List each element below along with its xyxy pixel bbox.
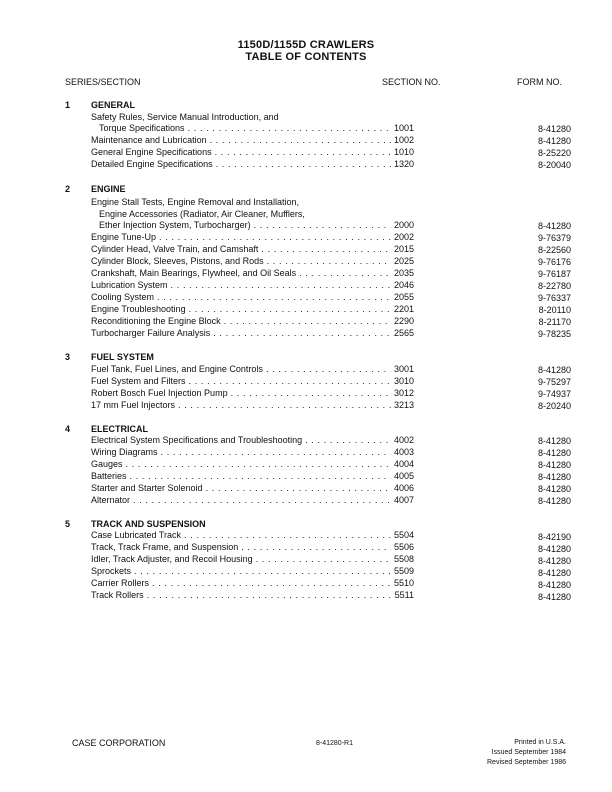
toc-entry[interactable] [91,542,414,554]
toc-entry[interactable] [91,376,414,388]
toc-entry[interactable] [91,232,414,244]
toc-entry[interactable] [91,364,414,376]
toc-section-number: 1010 [393,147,414,157]
toc-entry[interactable] [91,159,414,171]
toc-form-number: 8-41280 [537,124,571,134]
toc-form-number: 8-41280 [537,580,571,590]
toc-form-number: 8-41280 [537,592,571,602]
toc-section-number: 5508 [393,554,414,564]
toc-section-number: 3010 [393,376,414,386]
toc-form-number: 9-74937 [537,389,571,399]
toc-form-number: 9-76379 [537,233,571,243]
toc-entry[interactable] [91,590,414,602]
toc-entry-label: 17 mm Fuel Injectors [91,400,176,410]
toc-section-number: 2055 [393,292,414,302]
toc-form-number: 8-20040 [537,160,571,170]
toc-form-number: 8-41280 [537,448,571,458]
toc-section-number: 4003 [393,447,414,457]
toc-section-number: 2025 [393,256,414,266]
toc-entry[interactable] [91,495,414,507]
toc-section-number: 4002 [393,435,414,445]
toc-entry-label: Batteries [91,471,127,481]
toc-entry-label: Detailed Engine Specifications [91,159,213,169]
toc-form-number: 8-20110 [538,305,571,315]
toc-section-number: 2015 [393,244,414,254]
toc-entry-label: Track Rollers [91,590,144,600]
toc-entry[interactable] [91,292,414,304]
toc-section-number: 2201 [393,304,414,314]
toc-section-number: 1320 [393,159,414,169]
toc-entry-label: Reconditioning the Engine Block [91,316,221,326]
toc-entry-label: Gauges [91,459,123,469]
toc-text-line: Engine Accessories (Radiator, Air Cleaner, Mufflers, [99,209,305,219]
section-title: ENGINE [91,184,126,194]
toc-section-number: 2035 [393,268,414,278]
toc-entry-label: Crankshaft, Main Bearings, Flywheel, and Oil Seals [91,268,297,278]
toc-entry-label: Idler, Track Adjuster, and Recoil Housing [91,554,253,564]
toc-section-number: 2002 [393,232,414,242]
toc-entry[interactable] [91,471,414,483]
toc-form-number: 9-76176 [537,257,571,267]
toc-form-number: 8-41280 [537,136,571,146]
toc-entry[interactable] [91,400,414,412]
toc-section-number: 3213 [393,400,414,410]
toc-entry[interactable] [91,147,414,159]
toc-text-line: Safety Rules, Service Manual Introduction, and [91,112,279,122]
section-number: 2 [65,184,71,194]
toc-section-number: 5504 [393,530,414,540]
toc-entry[interactable] [91,554,414,566]
toc-entry-label: Starter and Starter Solenoid [91,483,203,493]
toc-form-number: 8-25220 [537,148,571,158]
toc-text-line: Engine Stall Tests, Engine Removal and Installation, [91,197,299,207]
toc-section-number: 4007 [393,495,414,505]
toc-section-number: 2046 [393,280,414,290]
toc-entry[interactable] [91,530,414,542]
toc-form-number: 8-41280 [537,436,571,446]
toc-form-number: 8-41280 [537,221,571,231]
toc-form-number: 8-21170 [538,317,571,327]
toc-entry-label: Sprockets [91,566,132,576]
section-no-header: SECTION NO. [382,77,441,87]
section-title: FUEL SYSTEM [91,352,154,362]
toc-entry[interactable] [91,459,414,471]
toc-entry-label: Track, Track Frame, and Suspension [91,542,239,552]
toc-section-number: 1002 [393,135,414,145]
toc-section-number: 3012 [393,388,414,398]
toc-section-number: 5511 [394,590,414,600]
toc-form-number: 8-41280 [537,460,571,470]
section-title: ELECTRICAL [91,424,148,434]
toc-entry[interactable] [91,280,414,292]
toc-entry-label: Carrier Rollers [91,578,150,588]
toc-section-number: 3001 [393,364,414,374]
toc-entry-label: Case Lubricated Track [91,530,182,540]
toc-entry-label: Lubrication System [91,280,168,290]
toc-entry[interactable] [91,268,414,280]
toc-form-number: 8-41280 [537,544,571,554]
toc-entry-label: General Engine Specifications [91,147,212,157]
toc-entry[interactable] [91,435,414,447]
toc-entry[interactable] [91,316,414,328]
toc-section-number: 4006 [393,483,414,493]
toc-form-number: 9-76187 [537,269,571,279]
revised-date: Revised September 1986 [487,759,566,766]
toc-entry[interactable] [91,566,414,578]
toc-form-number: 9-78235 [537,329,571,339]
toc-entry-label: Electrical System Specifications and Troubleshooting [91,435,303,445]
toc-form-number: 8-22560 [537,245,571,255]
company-name: CASE CORPORATION [72,738,166,748]
form-code: 8-41280-R1 [316,740,353,747]
printed-location: Printed in U.S.A. [514,739,566,746]
toc-entry-label: Ether Injection System, Turbocharger) [99,220,251,230]
section-number: 4 [65,424,71,434]
toc-entry-label: Robert Bosch Fuel Injection Pump [91,388,228,398]
document-subtitle: TABLE OF CONTENTS [245,51,367,63]
toc-entry-label: Alternator [91,495,131,505]
document-title: 1150D/1155D CRAWLERS [237,39,375,51]
toc-entry-label: Fuel Tank, Fuel Lines, and Engine Controls [91,364,263,374]
toc-section-number: 5509 [393,566,414,576]
toc-entry[interactable] [91,244,414,256]
section-number: 1 [65,100,71,110]
toc-form-number: 8-41280 [537,568,571,578]
toc-form-number: 9-75297 [537,377,571,387]
toc-entry[interactable] [99,220,414,232]
toc-form-number: 8-42190 [537,532,571,542]
toc-entry-label: Engine Tune-Up [91,232,157,242]
toc-form-number: 9-76337 [537,293,571,303]
toc-entry[interactable] [91,388,414,400]
issued-date: Issued September 1984 [491,749,566,756]
toc-form-number: 8-20240 [537,401,571,411]
toc-section-number: 5510 [393,578,414,588]
toc-entry-label: Cylinder Block, Sleeves, Pistons, and Rods [91,256,264,266]
toc-entry-label: Fuel System and Filters [91,376,186,386]
form-no-header: FORM NO. [517,77,562,87]
toc-entry-label: Wiring Diagrams [91,447,158,457]
toc-entry-label: Turbocharger Failure Analysis [91,328,211,338]
toc-section-number: 2565 [393,328,414,338]
toc-section-number: 2000 [393,220,414,230]
section-number: 3 [65,352,71,362]
toc-form-number: 8-41280 [537,472,571,482]
toc-section-number: 2290 [393,316,414,326]
toc-section-number: 4005 [393,471,414,481]
toc-entry[interactable] [91,447,414,459]
toc-entry[interactable] [91,135,414,147]
toc-entry[interactable] [91,304,414,316]
toc-form-number: 8-41280 [537,556,571,566]
toc-entry[interactable] [99,123,414,135]
toc-form-number: 8-41280 [537,496,571,506]
toc-entry[interactable] [91,328,414,340]
toc-entry-label: Torque Specifications [99,123,185,133]
toc-form-number: 8-22780 [537,281,571,291]
section-number: 5 [65,519,71,529]
toc-form-number: 8-41280 [537,365,571,375]
section-title: GENERAL [91,100,136,110]
toc-form-number: 8-41280 [537,484,571,494]
section-title: TRACK AND SUSPENSION [91,519,206,529]
series-section-header: SERIES/SECTION [65,77,141,87]
toc-entry[interactable] [91,578,414,590]
toc-entry[interactable] [91,483,414,495]
toc-entry-label: Cooling System [91,292,155,302]
toc-entry[interactable] [91,256,414,268]
toc-section-number: 4004 [393,459,414,469]
toc-section-number: 1001 [393,123,414,133]
toc-section-number: 5506 [393,542,414,552]
toc-entry-label: Engine Troubleshooting [91,304,186,314]
toc-entry-label: Maintenance and Lubrication [91,135,207,145]
toc-entry-label: Cylinder Head, Valve Train, and Camshaft [91,244,259,254]
